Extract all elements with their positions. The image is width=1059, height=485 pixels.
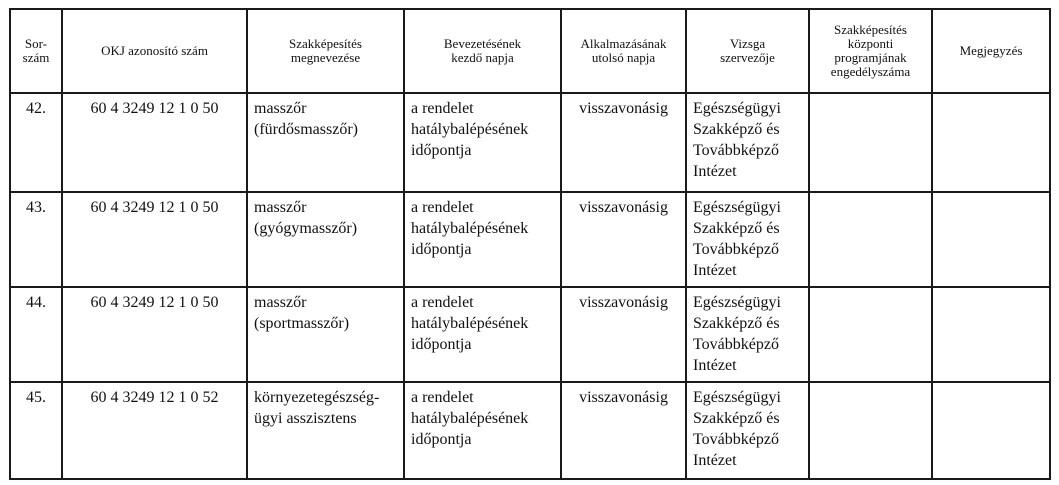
note (932, 93, 1050, 192)
okj-code: 60 4 3249 12 1 0 50 (62, 93, 247, 192)
header-okj-label: OKJ azonosító szám (101, 43, 208, 58)
header-megnevezes-label: Szakképesítés megnevezése (289, 36, 362, 65)
start-date (404, 93, 561, 192)
program-permit (809, 93, 932, 192)
program-permit (809, 192, 932, 287)
okj-code: 60 4 3249 12 1 0 50 (62, 192, 247, 287)
end-date: visszavonásig (561, 192, 686, 287)
end-date: visszavonásig (561, 93, 686, 192)
exam-organizer-text: Egészségügyi Szakképző és Továbbképző Intézet (693, 100, 781, 180)
header-alkalmazas (561, 9, 686, 93)
exam-organizer-text: Egészségügyi Szakképző és Továbbképző Intézet (693, 294, 781, 374)
header-megnevezes (247, 9, 404, 93)
header-bevezetes-label: Bevezetésének kezdő napja (443, 36, 522, 65)
start-date (404, 382, 561, 479)
start-date (404, 287, 561, 382)
header-megjegyzes-label: Megjegyzés (959, 43, 1023, 58)
note (932, 382, 1050, 479)
exam-organizer-text: Egészségügyi Szakképző és Továbbképző Intézet (693, 389, 781, 469)
okj-code: 60 4 3249 12 1 0 52 (62, 382, 247, 479)
header-vizsga (686, 9, 809, 93)
exam-organizer-text: Egészségügyi Szakképző és Továbbképző Intézet (693, 199, 781, 279)
start-date (404, 192, 561, 287)
header-program (809, 9, 932, 93)
header-alkalmazas-label: Alkalmazásának utolsó napja (580, 36, 667, 65)
table-row (10, 287, 1050, 382)
exam-organizer (686, 192, 809, 287)
table-row (10, 192, 1050, 287)
okj-code: 60 4 3249 12 1 0 50 (62, 287, 247, 382)
qualification-name-text: masszőr (sportmasszőr) (254, 294, 350, 332)
header-okj (62, 9, 247, 93)
row-number: 44. (10, 287, 62, 382)
exam-organizer (686, 382, 809, 479)
start-date-text: a rendelet hatálybalépésének időpontja (411, 199, 529, 258)
qualification-name-text: masszőr (gyógymasszőr) (254, 199, 358, 237)
qualification-name (247, 192, 404, 287)
header-vizsga-label: Vizsga szervezője (720, 36, 775, 65)
table-row (10, 382, 1050, 479)
program-permit (809, 287, 932, 382)
qualification-name (247, 382, 404, 479)
table-row (10, 93, 1050, 192)
header-program-label: Szakképesítés központi programjának engedélyszáma (830, 22, 911, 79)
end-date: visszavonásig (561, 382, 686, 479)
qualification-name-text: masszőr (fürdősmasszőr) (254, 100, 358, 138)
start-date-text: a rendelet hatálybalépésének időpontja (411, 100, 529, 159)
qualification-name-text: környezetegészség- ügyi asszisztens (254, 389, 380, 427)
header-sorszam (10, 9, 62, 93)
exam-organizer (686, 287, 809, 382)
header-megjegyzes (932, 9, 1050, 93)
start-date-text: a rendelet hatálybalépésének időpontja (411, 389, 529, 448)
header-sorszam-label: Sor- szám (22, 36, 50, 65)
row-number: 43. (10, 192, 62, 287)
header-row (10, 9, 1050, 93)
note (932, 192, 1050, 287)
qualification-name (247, 93, 404, 192)
row-number: 45. (10, 382, 62, 479)
program-permit (809, 382, 932, 479)
qualification-table (9, 8, 1051, 480)
header-bevezetes (404, 9, 561, 93)
row-number: 42. (10, 93, 62, 192)
start-date-text: a rendelet hatálybalépésének időpontja (411, 294, 529, 353)
end-date: visszavonásig (561, 287, 686, 382)
qualification-name (247, 287, 404, 382)
note (932, 287, 1050, 382)
exam-organizer (686, 93, 809, 192)
